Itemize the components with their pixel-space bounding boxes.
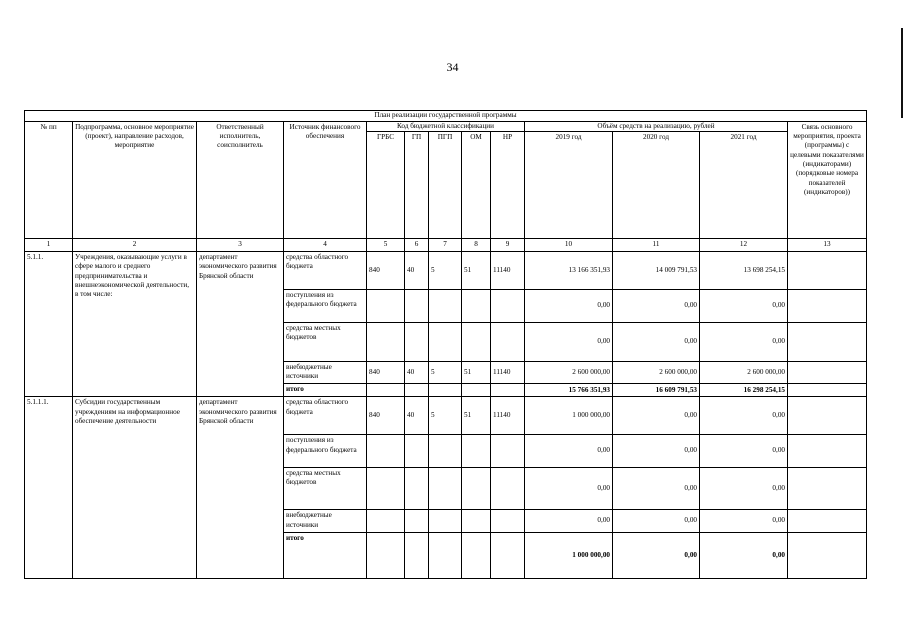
cell-gp [405, 290, 429, 323]
cell-link [788, 532, 867, 578]
cell-2020: 0,00 [613, 290, 700, 323]
cell-grbs [367, 290, 405, 323]
row-executor: департамент экономического развития Брянской области [197, 252, 284, 397]
row-source: средства местных бюджетов [284, 323, 367, 362]
row-source-total: итого [284, 384, 367, 397]
cell-nr [491, 435, 525, 468]
cell-2019: 1 000 000,00 [525, 397, 613, 435]
row-num: 5.1.1. [25, 252, 73, 397]
cell-2021: 13 698 254,15 [700, 252, 788, 290]
cell-grbs: 840 [367, 252, 405, 290]
cell-link [788, 362, 867, 384]
cell-2021: 0,00 [700, 323, 788, 362]
cell-link [788, 384, 867, 397]
cell-2021: 0,00 [700, 468, 788, 510]
cell-2021-total: 16 298 254,15 [700, 384, 788, 397]
cell-pgp: 5 [429, 397, 462, 435]
col-number: 2 [73, 239, 197, 252]
cell-2020: 14 009 791,53 [613, 252, 700, 290]
cell-link [788, 290, 867, 323]
cell-grbs [367, 323, 405, 362]
cell-2020: 2 600 000,00 [613, 362, 700, 384]
cell-pgp [429, 468, 462, 510]
row-source: средства областного бюджета [284, 397, 367, 435]
cell-om [462, 435, 491, 468]
cell-nr [491, 510, 525, 532]
cell-pgp [429, 290, 462, 323]
row-source: средства областного бюджета [284, 252, 367, 290]
cell-pgp [429, 323, 462, 362]
cell-nr: 11140 [491, 252, 525, 290]
cell-link [788, 397, 867, 435]
implementation-plan-table [24, 110, 867, 579]
header-gp: ГП [405, 132, 429, 239]
scan-edge-line [901, 28, 903, 118]
cell-gp [405, 435, 429, 468]
header-om: ОМ [462, 132, 491, 239]
table-row [25, 397, 867, 435]
cell-gp [405, 468, 429, 510]
row-name: Учреждения, оказывающие услуги в сфере малого и среднего предпринимательства и внешнеэкономической деятельности, в том числе: [73, 252, 197, 397]
col-number: 5 [367, 239, 405, 252]
col-number: 10 [525, 239, 613, 252]
cell-om [462, 384, 491, 397]
cell-2019: 0,00 [525, 435, 613, 468]
cell-om: 51 [462, 252, 491, 290]
col-number: 3 [197, 239, 284, 252]
header-num: № пп [25, 121, 73, 239]
cell-2019: 13 166 351,93 [525, 252, 613, 290]
cell-pgp: 5 [429, 362, 462, 384]
cell-pgp [429, 384, 462, 397]
cell-gp [405, 323, 429, 362]
cell-gp: 40 [405, 362, 429, 384]
cell-2019-total: 1 000 000,00 [525, 532, 613, 578]
cell-grbs [367, 384, 405, 397]
cell-2020-total: 0,00 [613, 532, 700, 578]
col-number: 8 [462, 239, 491, 252]
col-number: 11 [613, 239, 700, 252]
cell-link [788, 435, 867, 468]
cell-gp [405, 510, 429, 532]
cell-2020: 0,00 [613, 435, 700, 468]
page-number: 34 [446, 60, 459, 74]
cell-2021: 2 600 000,00 [700, 362, 788, 384]
cell-nr: 11140 [491, 397, 525, 435]
cell-gp [405, 384, 429, 397]
cell-link [788, 252, 867, 290]
col-number: 4 [284, 239, 367, 252]
header-subprogram: Подпрограмма, основное мероприятие (проект), направление расходов, мероприятие [73, 121, 197, 239]
header-link: Связь основного мероприятия, проекта (программы) с целевыми показателями (индикаторами) (порядковые номера показателей (индикаторов)) [788, 121, 867, 239]
cell-om [462, 290, 491, 323]
col-number: 1 [25, 239, 73, 252]
cell-nr [491, 468, 525, 510]
col-number: 12 [700, 239, 788, 252]
cell-2020: 0,00 [613, 323, 700, 362]
row-source: внебюджетные источники [284, 510, 367, 532]
cell-2021: 0,00 [700, 435, 788, 468]
cell-om: 51 [462, 362, 491, 384]
cell-grbs: 840 [367, 397, 405, 435]
cell-grbs [367, 468, 405, 510]
row-source-total: итого [284, 532, 367, 578]
cell-gp [405, 532, 429, 578]
col-number: 9 [491, 239, 525, 252]
cell-om [462, 510, 491, 532]
header-executor: Ответственный исполнитель, соисполнитель [197, 121, 284, 239]
cell-nr [491, 323, 525, 362]
cell-2021: 0,00 [700, 510, 788, 532]
header-budget-code: Код бюджетной классификации [367, 121, 525, 132]
table-row [25, 252, 867, 290]
col-number: 7 [429, 239, 462, 252]
cell-2019: 0,00 [525, 323, 613, 362]
cell-link [788, 510, 867, 532]
cell-om [462, 323, 491, 362]
cell-grbs [367, 510, 405, 532]
cell-om [462, 532, 491, 578]
cell-link [788, 323, 867, 362]
header-2021: 2021 год [700, 132, 788, 239]
header-2020: 2020 год [613, 132, 700, 239]
header-pgp: ПГП [429, 132, 462, 239]
cell-om [462, 468, 491, 510]
header-volume: Объём средств на реализацию, рублей [525, 121, 788, 132]
cell-nr [491, 384, 525, 397]
row-source: поступления из федерального бюджета [284, 290, 367, 323]
header-source: Источник финансового обеспечения [284, 121, 367, 239]
col-number: 13 [788, 239, 867, 252]
cell-2019: 0,00 [525, 510, 613, 532]
cell-pgp [429, 510, 462, 532]
header-2019: 2019 год [525, 132, 613, 239]
cell-2021-total: 0,00 [700, 532, 788, 578]
cell-grbs [367, 532, 405, 578]
cell-grbs [367, 435, 405, 468]
cell-link [788, 468, 867, 510]
cell-nr: 11140 [491, 362, 525, 384]
cell-2021: 0,00 [700, 290, 788, 323]
table-caption: План реализации государственной программы [25, 111, 867, 122]
cell-pgp [429, 532, 462, 578]
cell-2020: 0,00 [613, 510, 700, 532]
row-source: поступления из федерального бюджета [284, 435, 367, 468]
header-grbs: ГРБС [367, 132, 405, 239]
cell-nr [491, 532, 525, 578]
cell-2019-total: 15 766 351,93 [525, 384, 613, 397]
cell-2020: 0,00 [613, 397, 700, 435]
row-name: Субсидии государственным учреждениям на информационное обеспечение деятельности [73, 397, 197, 579]
cell-om: 51 [462, 397, 491, 435]
cell-2019: 2 600 000,00 [525, 362, 613, 384]
cell-2021: 0,00 [700, 397, 788, 435]
cell-pgp [429, 435, 462, 468]
cell-grbs: 840 [367, 362, 405, 384]
cell-2020-total: 16 609 791,53 [613, 384, 700, 397]
cell-gp: 40 [405, 397, 429, 435]
row-executor: департамент экономического развития Брянской области [197, 397, 284, 579]
cell-2020: 0,00 [613, 468, 700, 510]
cell-pgp: 5 [429, 252, 462, 290]
row-num: 5.1.1.1. [25, 397, 73, 579]
header-nr: НР [491, 132, 525, 239]
col-number: 6 [405, 239, 429, 252]
cell-gp: 40 [405, 252, 429, 290]
column-numbers-row [25, 239, 867, 252]
cell-nr [491, 290, 525, 323]
cell-2019: 0,00 [525, 468, 613, 510]
cell-2019: 0,00 [525, 290, 613, 323]
row-source: средства местных бюджетов [284, 468, 367, 510]
row-source: внебюджетные источники [284, 362, 367, 384]
